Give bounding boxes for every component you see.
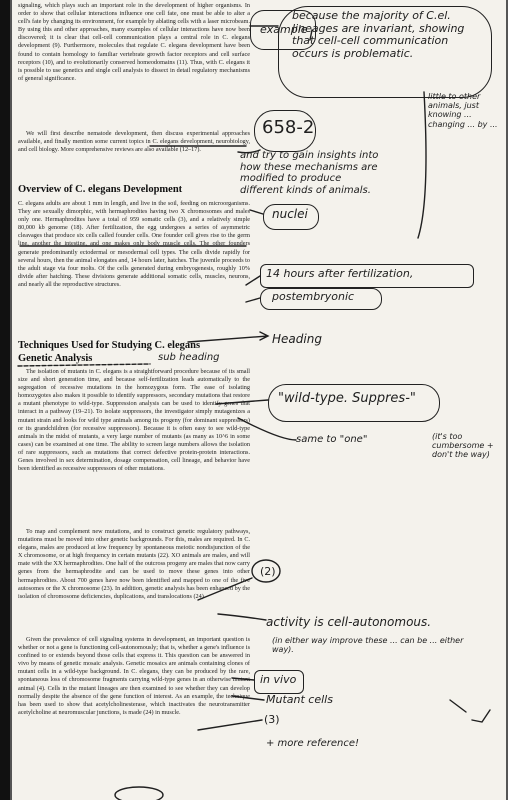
arrow-autonomous — [218, 614, 266, 620]
note-aside: (it's too cumbersome + don't the way) — [432, 432, 494, 460]
arrow-vivo — [232, 678, 254, 680]
heading-techniques: Techniques Used for Studying C. elegans — [18, 340, 201, 351]
arrow-mutant — [232, 696, 264, 700]
note-example: example — [260, 23, 308, 36]
note-hours: 14 hours after fertilization, — [266, 267, 414, 280]
arrow-one — [238, 418, 296, 440]
circle-muscle — [115, 787, 163, 800]
arrow-three — [198, 720, 262, 730]
note-ref: 658-2 — [262, 117, 315, 138]
note-because: because the majority of C.el. lineages are invariant, showing that cell-cell communication occurs is problematic. — [292, 9, 465, 60]
note-two: (2) — [260, 565, 276, 578]
pen-marks — [10, 0, 508, 800]
paragraph-intro: signaling, which plays such an important role in the development of higher organisms. In order to show that cellular interactions influence one cell fate, one must be able to alter a cell's fate by changing its environment, for example by ablating cells with a laser microbeam. By using this and other approaches, many examples of cellular interactions have now been discovered; it is clear that cell-cell communication plays a central role in C. elegans development (9). Furthermore, molecules that regulate C. elegans development have been found to contain homology to familiar vertebrate growth factor receptors and cell surface receptors (10), and to evolutionarily conserved homeodomains (11). Thus, with C. elegans it is possible to use genetics and single cell analysis to dissect in detail regulatory mechanisms of general significance. — [18, 2, 250, 82]
arrow-hours — [246, 276, 260, 285]
heading-overview: Overview of C. elegans Development — [18, 184, 183, 195]
note-three: (3) — [264, 713, 280, 726]
arrow-post — [246, 298, 260, 302]
note-wild-type: "wild-type. Suppres-" — [278, 391, 416, 406]
paragraph-complement: To map and complement new mutations, and to construct genetic regulatory pathways, mutations must be moved into other genetic backgrounds. For this, males are required. In C. elegans, males are produced at low frequency by spontaneous meiotic nondisjunction of the X chromosome, or at high frequency in certain mutants (22). XO animals are males, and will mate with the XX hermaphrodites. One half of the outcross progeny are males that now carry genes from the hermaphrodite and can be used to move these genes into other hermaphrodites. About 700 genes have now been identified and mapped to one of the five autosomes or the X chromosome (23). In addition, genetic analysis has been enhanced by the isolation of chromosome deficiencies, duplications, and translocations (24). — [18, 528, 250, 600]
arrow-heading — [188, 332, 268, 342]
note-mechanisms: and try to gain insights into how these mechanisms are modified to produce different kinds of animals. — [240, 150, 379, 196]
note-nuclei: nuclei — [272, 207, 308, 221]
note-postembryonic: postembryonic — [272, 290, 355, 303]
note-mutant-cells: Mutant cells — [266, 693, 333, 706]
note-one: same to "one" — [296, 434, 368, 445]
note-side-scribble: little to other animals, just knowing ... changing ... by ... — [428, 92, 498, 129]
paragraph-overview: C. elegans adults are about 1 mm in length, and live in the soil, feeding on microorganisms. They are sexually dimorphic, with hermaphrodites having two X chromosomes and males only one. Hermaphrodites have a total of 959 somatic cells (3), and a relatively simple 80,000 kb genome (18). After fertilization, the egg undergoes a series of asymmetric cleavages that produce six cells called founder cells. One founder cell gives rise to the germ line, another the intestine, and one makes only body muscle cells. The other founders generate predominantly ectodermal or mesodermal cell types. The cells divide rapidly for several hours, then the animal elongates and, 14 hours later, hatches. The juvenile proceeds to the adult stage via four molts. Of the cells generated during embryogenesis, roughly 10% divide after hatching. These divisions generate additional somatic cells, muscles, neurons, and nearly all the reproductive structures. — [18, 200, 250, 288]
heading-genetic-analysis: Genetic Analysis — [18, 353, 93, 364]
arrow-two — [198, 578, 252, 600]
paragraph-mutants: The isolation of mutants in C. elegans is a straightforward procedure because of its small size and short generation time, and because self-fertilization leads automatically to the segregation of recessive mutations in the homozygous form. The ease of isolating homozygotes also makes it possible to identify suppressors, secondary mutations that restore a mutant phenotype to wild-type. Suppression analysis can be used to identify genes that interact in a pathway (19–21). To isolate suppressors, the investigator simply mutagenizes a mutant strain and looks for wild type animals among its progeny (for dominant suppressors) or its grandchildren (for recessive suppressors). Because it is often easy to see wild-type animals in the midst of mutants, a very large number of mutants (as many as 10^6 in some cases) can be examined at one time. The ability to screen large numbers allows the isolation of rare suppressors, such as mutations that correct defective protein-protein interactions. Genes involved in sex determination, dosage compensation, cell lineage, and behavior have been identified as recessive suppressors of other mutations. — [18, 368, 250, 473]
circle-two — [252, 560, 280, 582]
insight-caret — [238, 150, 260, 153]
note-auto-sub: (in either way improve these ... can be ... either way). — [272, 636, 464, 655]
paragraph-mosaic: Given the prevalence of cell signaling systems in development, an important question is whether or not a gene is functioning cell-autonomously; that is, whether a gene's influence is confined to or extends beyond those cells that express it. This question can be answered in vivo by means of genetic mosaic analysis. Genetic mosaics are animals containing clones of mutant cells in a wild-type background. In C. elegans, they can be produced by the rare, spontaneous loss of chromosome fragments carrying wild-type genes in an otherwise mutant animal (4). Cells in the mutant lineages are then examined to see whether they can develop normally despite the absence of the gene function of interest. As an example, the technique has been used to show that acetylcholinesterase, which inactivates the neurotransmitter acetylcholine at neuromuscular junctions, is made (24) in muscle. — [18, 636, 250, 716]
paragraph-review: We will first describe nematode development, then discuss experimental approaches available, and finally mention some current topics in C. elegans development, neurobiology, and cell biology. More comprehensive reviews are also available (12–17). — [18, 130, 250, 154]
note-cell-autonomous: activity is cell-autonomous. — [266, 615, 432, 629]
note-subheading: sub heading — [158, 352, 220, 363]
arrow-nuclei — [250, 210, 263, 214]
subheading-underline — [18, 364, 150, 366]
note-more-reference: + more reference! — [266, 738, 360, 749]
note-in-vivo: in vivo — [260, 673, 297, 686]
scanned-page — [10, 0, 508, 800]
note-heading: Heading — [272, 332, 322, 346]
arrow-wild — [216, 400, 268, 404]
